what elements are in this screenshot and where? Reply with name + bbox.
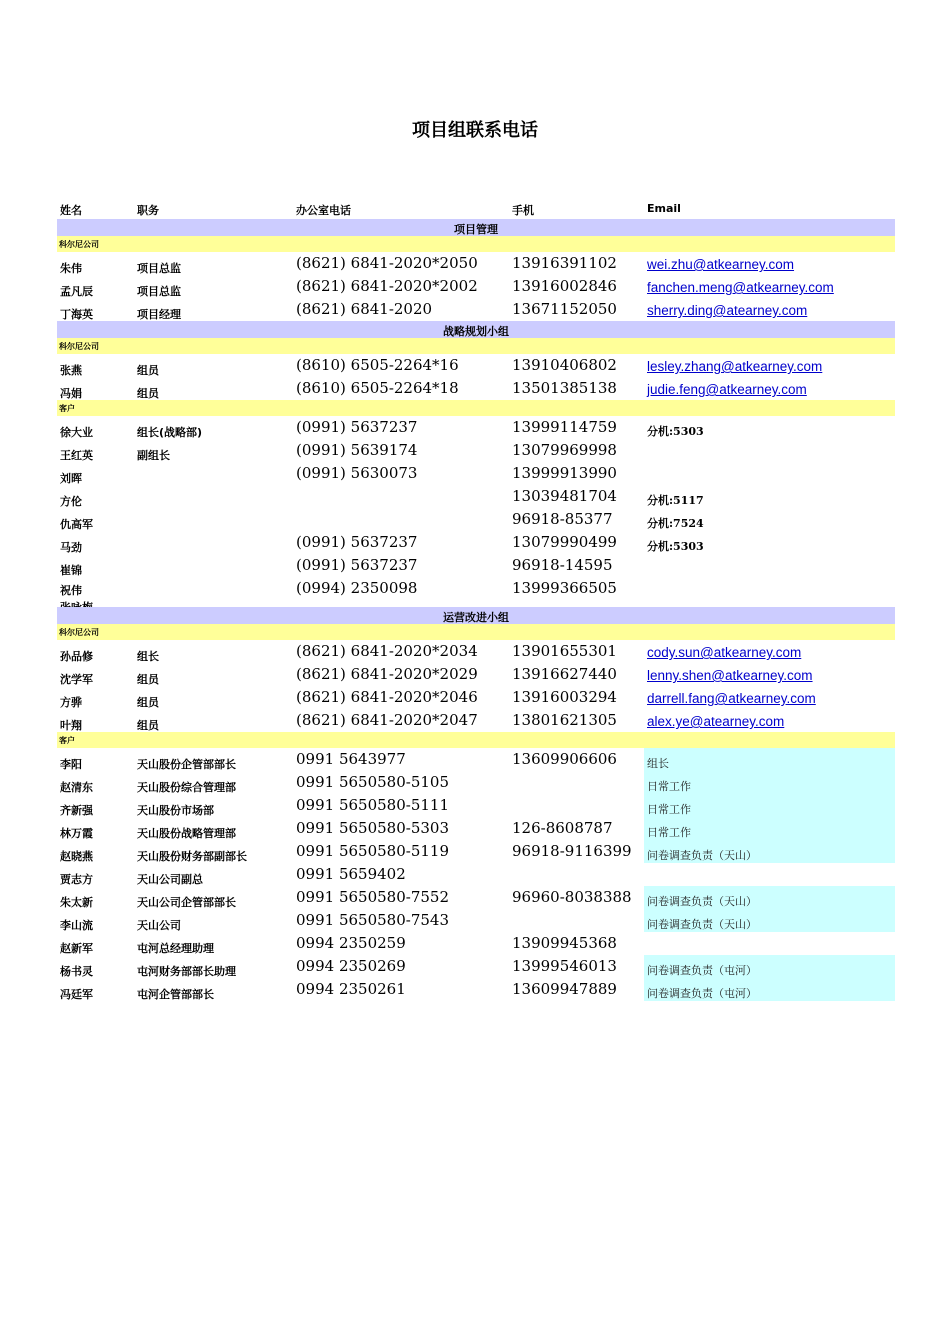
contact-name-text: 赵新军 <box>60 942 93 955</box>
mobile-phone: 13079990499 <box>512 533 617 551</box>
email-link[interactable] <box>644 686 895 709</box>
remark-cell <box>644 886 895 909</box>
contact-name <box>60 848 93 864</box>
office-phone: (8621) 6841-2020*2047 <box>296 711 478 729</box>
column-header-name: 姓名 <box>60 204 82 217</box>
office-phone: (8621) 6841-2020*2029 <box>296 665 478 683</box>
mobile-phone: 13501385138 <box>512 379 617 397</box>
email-link[interactable] <box>644 354 895 377</box>
contact-role: 组员 <box>137 696 159 709</box>
contact-name <box>60 424 93 440</box>
contact-name-text: 齐新强 <box>60 804 93 817</box>
email-text: 分机:5303 <box>647 425 704 438</box>
email-text: 问卷调查负责（天山） <box>647 918 757 931</box>
group-header <box>57 400 895 416</box>
office-phone: (0991) 5639174 <box>296 441 418 459</box>
contact-name <box>60 694 82 710</box>
contact-name <box>60 470 82 486</box>
mobile-phone: 13909945368 <box>512 934 617 952</box>
contact-name-text: 赵清东 <box>60 781 93 794</box>
contact-name <box>60 917 93 933</box>
email-text: 日常工作 <box>647 780 691 793</box>
mobile-phone: 13916391102 <box>512 254 617 272</box>
remark-cell <box>644 462 895 485</box>
office-phone: 0991 5659402 <box>296 865 406 883</box>
remark-cell <box>644 909 895 932</box>
table-row <box>57 377 895 400</box>
mobile-phone: 13916627440 <box>512 665 617 683</box>
column-header-role: 职务 <box>137 204 159 217</box>
contact-name <box>60 516 93 532</box>
email-text: 问卷调查负责（屯河） <box>647 987 757 1000</box>
contact-name <box>60 539 82 555</box>
remark-cell <box>644 577 895 600</box>
email-link[interactable] <box>644 663 895 686</box>
contact-name-text: 马劲 <box>60 541 82 554</box>
column-header-mobile: 手机 <box>512 204 534 217</box>
table-row <box>57 886 895 909</box>
contact-name <box>60 894 93 910</box>
mobile-phone: 13999114759 <box>512 418 617 436</box>
contact-name <box>60 362 82 378</box>
office-phone: 0991 5643977 <box>296 750 406 768</box>
extension-note <box>644 416 895 439</box>
contact-role: 屯河财务部部长助理 <box>137 965 236 978</box>
table-row <box>57 817 895 840</box>
office-phone: (0991) 5630073 <box>296 464 418 482</box>
table-row <box>57 508 895 531</box>
mobile-phone: 13999546013 <box>512 957 617 975</box>
group-header <box>57 338 895 354</box>
office-phone: 0991 5650580-7543 <box>296 911 449 929</box>
email-text[interactable]: wei.zhu@atkearney.com <box>647 257 795 272</box>
contact-role: 天山股份综合管理部 <box>137 781 236 794</box>
table-row <box>57 909 895 932</box>
group-label: 科尔尼公司 <box>59 628 99 637</box>
contact-name-text: 沈学军 <box>60 673 93 686</box>
contact-name <box>60 385 82 401</box>
table-row <box>57 439 895 462</box>
group-header <box>57 732 895 748</box>
table-row <box>57 955 895 978</box>
table-row <box>57 978 895 1001</box>
table-row <box>57 531 895 554</box>
contact-name <box>60 779 93 795</box>
group-header <box>57 236 895 252</box>
contact-name <box>60 648 93 664</box>
contact-name <box>60 493 82 509</box>
contact-role: 天山公司企管部部长 <box>137 896 236 909</box>
office-phone: (8610) 6505-2264*18 <box>296 379 459 397</box>
contact-name-text: 林万霞 <box>60 827 93 840</box>
table-header <box>57 200 895 218</box>
contact-role: 副组长 <box>137 449 170 462</box>
contact-name <box>60 963 93 979</box>
mobile-phone: 13079969998 <box>512 441 617 459</box>
group-header <box>57 624 895 640</box>
contact-role: 天山股份企管部部长 <box>137 758 236 771</box>
contact-name-text: 孟凡辰 <box>60 285 93 298</box>
email-link[interactable] <box>644 709 895 732</box>
section-header <box>57 219 895 236</box>
contact-name-text: 朱伟 <box>60 262 82 275</box>
email-link[interactable] <box>644 640 895 663</box>
contact-name <box>60 940 93 956</box>
extension-note <box>644 485 895 508</box>
office-phone: 0994 2350259 <box>296 934 406 952</box>
office-phone: 0994 2350269 <box>296 957 406 975</box>
remark-cell <box>644 554 895 577</box>
table-row <box>57 252 895 275</box>
contact-name <box>60 802 93 818</box>
email-text: 分机:5303 <box>647 540 704 553</box>
email-text[interactable]: fanchen.meng@atkearney.com <box>647 280 834 295</box>
table-row <box>57 840 895 863</box>
table-row <box>57 354 895 377</box>
mobile-phone: 96918-9116399 <box>512 842 632 860</box>
contact-name <box>60 260 82 276</box>
remark-cell <box>644 863 895 886</box>
remark-cell <box>644 932 895 955</box>
group-label: 科尔尼公司 <box>59 240 99 249</box>
mobile-phone: 13801621305 <box>512 711 617 729</box>
contact-role: 项目经理 <box>137 308 181 321</box>
contact-name <box>60 562 82 578</box>
office-phone: 0991 5650580-5111 <box>296 796 449 814</box>
column-header-office-phone: 办公室电话 <box>296 204 351 217</box>
contact-table <box>57 219 895 1001</box>
contact-name <box>60 871 93 887</box>
office-phone: (8621) 6841-2020*2034 <box>296 642 478 660</box>
email-text: 问卷调查负责（屯河） <box>647 964 757 977</box>
table-row <box>57 863 895 886</box>
contact-role: 组长(战略部) <box>137 426 203 439</box>
office-phone: (0991) 5637237 <box>296 533 418 551</box>
group-label: 客户 <box>59 404 75 413</box>
email-text[interactable]: darrell.fang@atkearney.com <box>647 691 816 706</box>
mobile-phone: 13039481704 <box>512 487 617 505</box>
email-text[interactable]: lenny.shen@atkearney.com <box>647 668 813 683</box>
contact-name <box>60 756 82 772</box>
mobile-phone: 13901655301 <box>512 642 617 660</box>
table-row <box>57 771 895 794</box>
contact-name-text: 方伦 <box>60 495 82 508</box>
table-row <box>57 416 895 439</box>
email-text: 组长 <box>647 757 669 770</box>
contact-role: 组员 <box>137 387 159 400</box>
email-link[interactable] <box>644 298 895 321</box>
remark-cell <box>644 748 895 771</box>
contact-name-text: 祝伟 <box>60 584 82 597</box>
remark-cell <box>644 817 895 840</box>
contact-name-text: 冯廷军 <box>60 988 93 1001</box>
contact-name <box>60 717 82 733</box>
office-phone: (0991) 5637237 <box>296 418 418 436</box>
table-row <box>57 577 895 607</box>
email-text[interactable]: alex.ye@atearney.com <box>647 714 785 729</box>
email-link[interactable] <box>644 377 895 400</box>
mobile-phone: 96918-14595 <box>512 556 613 574</box>
contact-role: 天山股份财务部副部长 <box>137 850 247 863</box>
page-title: 项目组联系电话 <box>412 120 538 141</box>
office-phone: 0994 2350261 <box>296 980 406 998</box>
email-link[interactable] <box>644 252 895 275</box>
table-row <box>57 640 895 663</box>
contact-name <box>60 283 93 299</box>
contact-role: 组员 <box>137 673 159 686</box>
contact-role: 项目总监 <box>137 262 181 275</box>
table-row <box>57 686 895 709</box>
table-row <box>57 663 895 686</box>
remark-cell <box>644 794 895 817</box>
office-phone: (0991) 5637237 <box>296 556 418 574</box>
mobile-phone: 13916002846 <box>512 277 617 295</box>
office-phone: (8621) 6841-2020 <box>296 300 433 318</box>
contact-role: 屯河总经理助理 <box>137 942 214 955</box>
mobile-phone: 126-8608787 <box>512 819 613 837</box>
contact-name-text: 李山流 <box>60 919 93 932</box>
office-phone: (8621) 6841-2020*2050 <box>296 254 478 272</box>
remark-cell <box>644 840 895 863</box>
group-label: 客户 <box>59 736 75 745</box>
contact-name-text: 王红英 <box>60 449 93 462</box>
contact-name <box>60 447 93 463</box>
contact-name-text: 贾志方 <box>60 873 93 886</box>
contact-name-text: 徐大业 <box>60 426 93 439</box>
email-text: 分机:5117 <box>647 494 704 507</box>
contact-name-text: 孙品修 <box>60 650 93 663</box>
contact-role: 项目总监 <box>137 285 181 298</box>
office-phone: 0991 5650580-5119 <box>296 842 449 860</box>
contact-name-text: 仇高军 <box>60 518 93 531</box>
office-phone: 0991 5650580-5105 <box>296 773 449 791</box>
office-phone: (0994) 2350098 <box>296 579 418 597</box>
contact-name-text: 刘晖 <box>60 472 82 485</box>
office-phone: 0991 5650580-5303 <box>296 819 449 837</box>
email-text: 问卷调查负责（天山） <box>647 895 757 908</box>
email-text[interactable]: lesley.zhang@atkearney.com <box>647 359 823 374</box>
table-row <box>57 462 895 485</box>
contact-role: 组长 <box>137 650 159 663</box>
contact-name-text: 杨书灵 <box>60 965 93 978</box>
contact-name-text: 赵晓燕 <box>60 850 93 863</box>
contact-name-text: 朱太新 <box>60 896 93 909</box>
section-header <box>57 607 895 624</box>
mobile-phone: 13671152050 <box>512 300 617 318</box>
email-text: 日常工作 <box>647 826 691 839</box>
contact-name <box>60 306 93 322</box>
section-header <box>57 321 895 338</box>
section-label: 项目管理 <box>454 223 498 236</box>
contact-role: 天山公司副总 <box>137 873 203 886</box>
email-text: 分机:7524 <box>647 517 704 530</box>
contact-role: 屯河企管部部长 <box>137 988 214 1001</box>
extension-note <box>644 508 895 531</box>
mobile-phone: 13609906606 <box>512 750 617 768</box>
remark-cell <box>644 771 895 794</box>
office-phone: (8621) 6841-2020*2002 <box>296 277 478 295</box>
contact-name-text: 方骅 <box>60 696 82 709</box>
email-link[interactable] <box>644 275 895 298</box>
email-text[interactable]: sherry.ding@atearney.com <box>647 303 808 318</box>
contact-name-text: 张燕 <box>60 364 82 377</box>
contact-name-text: 叶翔 <box>60 719 82 732</box>
column-header-email: Email <box>647 202 681 215</box>
contact-role: 天山股份市场部 <box>137 804 214 817</box>
table-row <box>57 485 895 508</box>
extension-note <box>644 531 895 554</box>
email-text: 问卷调查负责（天山） <box>647 849 757 862</box>
section-label: 运营改进小组 <box>443 611 509 624</box>
remark-cell <box>644 978 895 1001</box>
section-label: 战略规划小组 <box>443 325 509 338</box>
remark-cell <box>644 439 895 462</box>
mobile-phone: 13916003294 <box>512 688 617 706</box>
contact-name-text: 丁海英 <box>60 308 93 321</box>
mobile-phone: 13999366505 <box>512 579 617 597</box>
contact-name-text: 崔锦 <box>60 564 82 577</box>
contact-name <box>60 671 93 687</box>
mobile-phone: 13999913990 <box>512 464 617 482</box>
table-row <box>57 709 895 732</box>
remark-cell <box>644 955 895 978</box>
contact-name-text: 冯娟 <box>60 387 82 400</box>
mobile-phone: 13910406802 <box>512 356 617 374</box>
mobile-phone: 13609947889 <box>512 980 617 998</box>
contact-role: 天山公司 <box>137 919 181 932</box>
email-text: 日常工作 <box>647 803 691 816</box>
office-phone: (8621) 6841-2020*2046 <box>296 688 478 706</box>
table-row <box>57 794 895 817</box>
office-phone: 0991 5650580-7552 <box>296 888 449 906</box>
contact-name <box>60 986 93 1002</box>
email-text[interactable]: cody.sun@atkearney.com <box>647 645 802 660</box>
mobile-phone: 96918-85377 <box>512 510 613 528</box>
table-row <box>57 275 895 298</box>
office-phone: (8610) 6505-2264*16 <box>296 356 459 374</box>
table-row <box>57 932 895 955</box>
group-label: 科尔尼公司 <box>59 342 99 351</box>
contact-name-text: 李阳 <box>60 758 82 771</box>
contact-role: 组员 <box>137 719 159 732</box>
table-row <box>57 748 895 771</box>
contact-role: 天山股份战略管理部 <box>137 827 236 840</box>
table-row <box>57 298 895 321</box>
email-text[interactable]: judie.feng@atkearney.com <box>647 382 807 397</box>
contact-role: 组员 <box>137 364 159 377</box>
table-row <box>57 554 895 577</box>
contact-name <box>60 825 93 841</box>
mobile-phone: 96960-8038388 <box>512 888 632 906</box>
